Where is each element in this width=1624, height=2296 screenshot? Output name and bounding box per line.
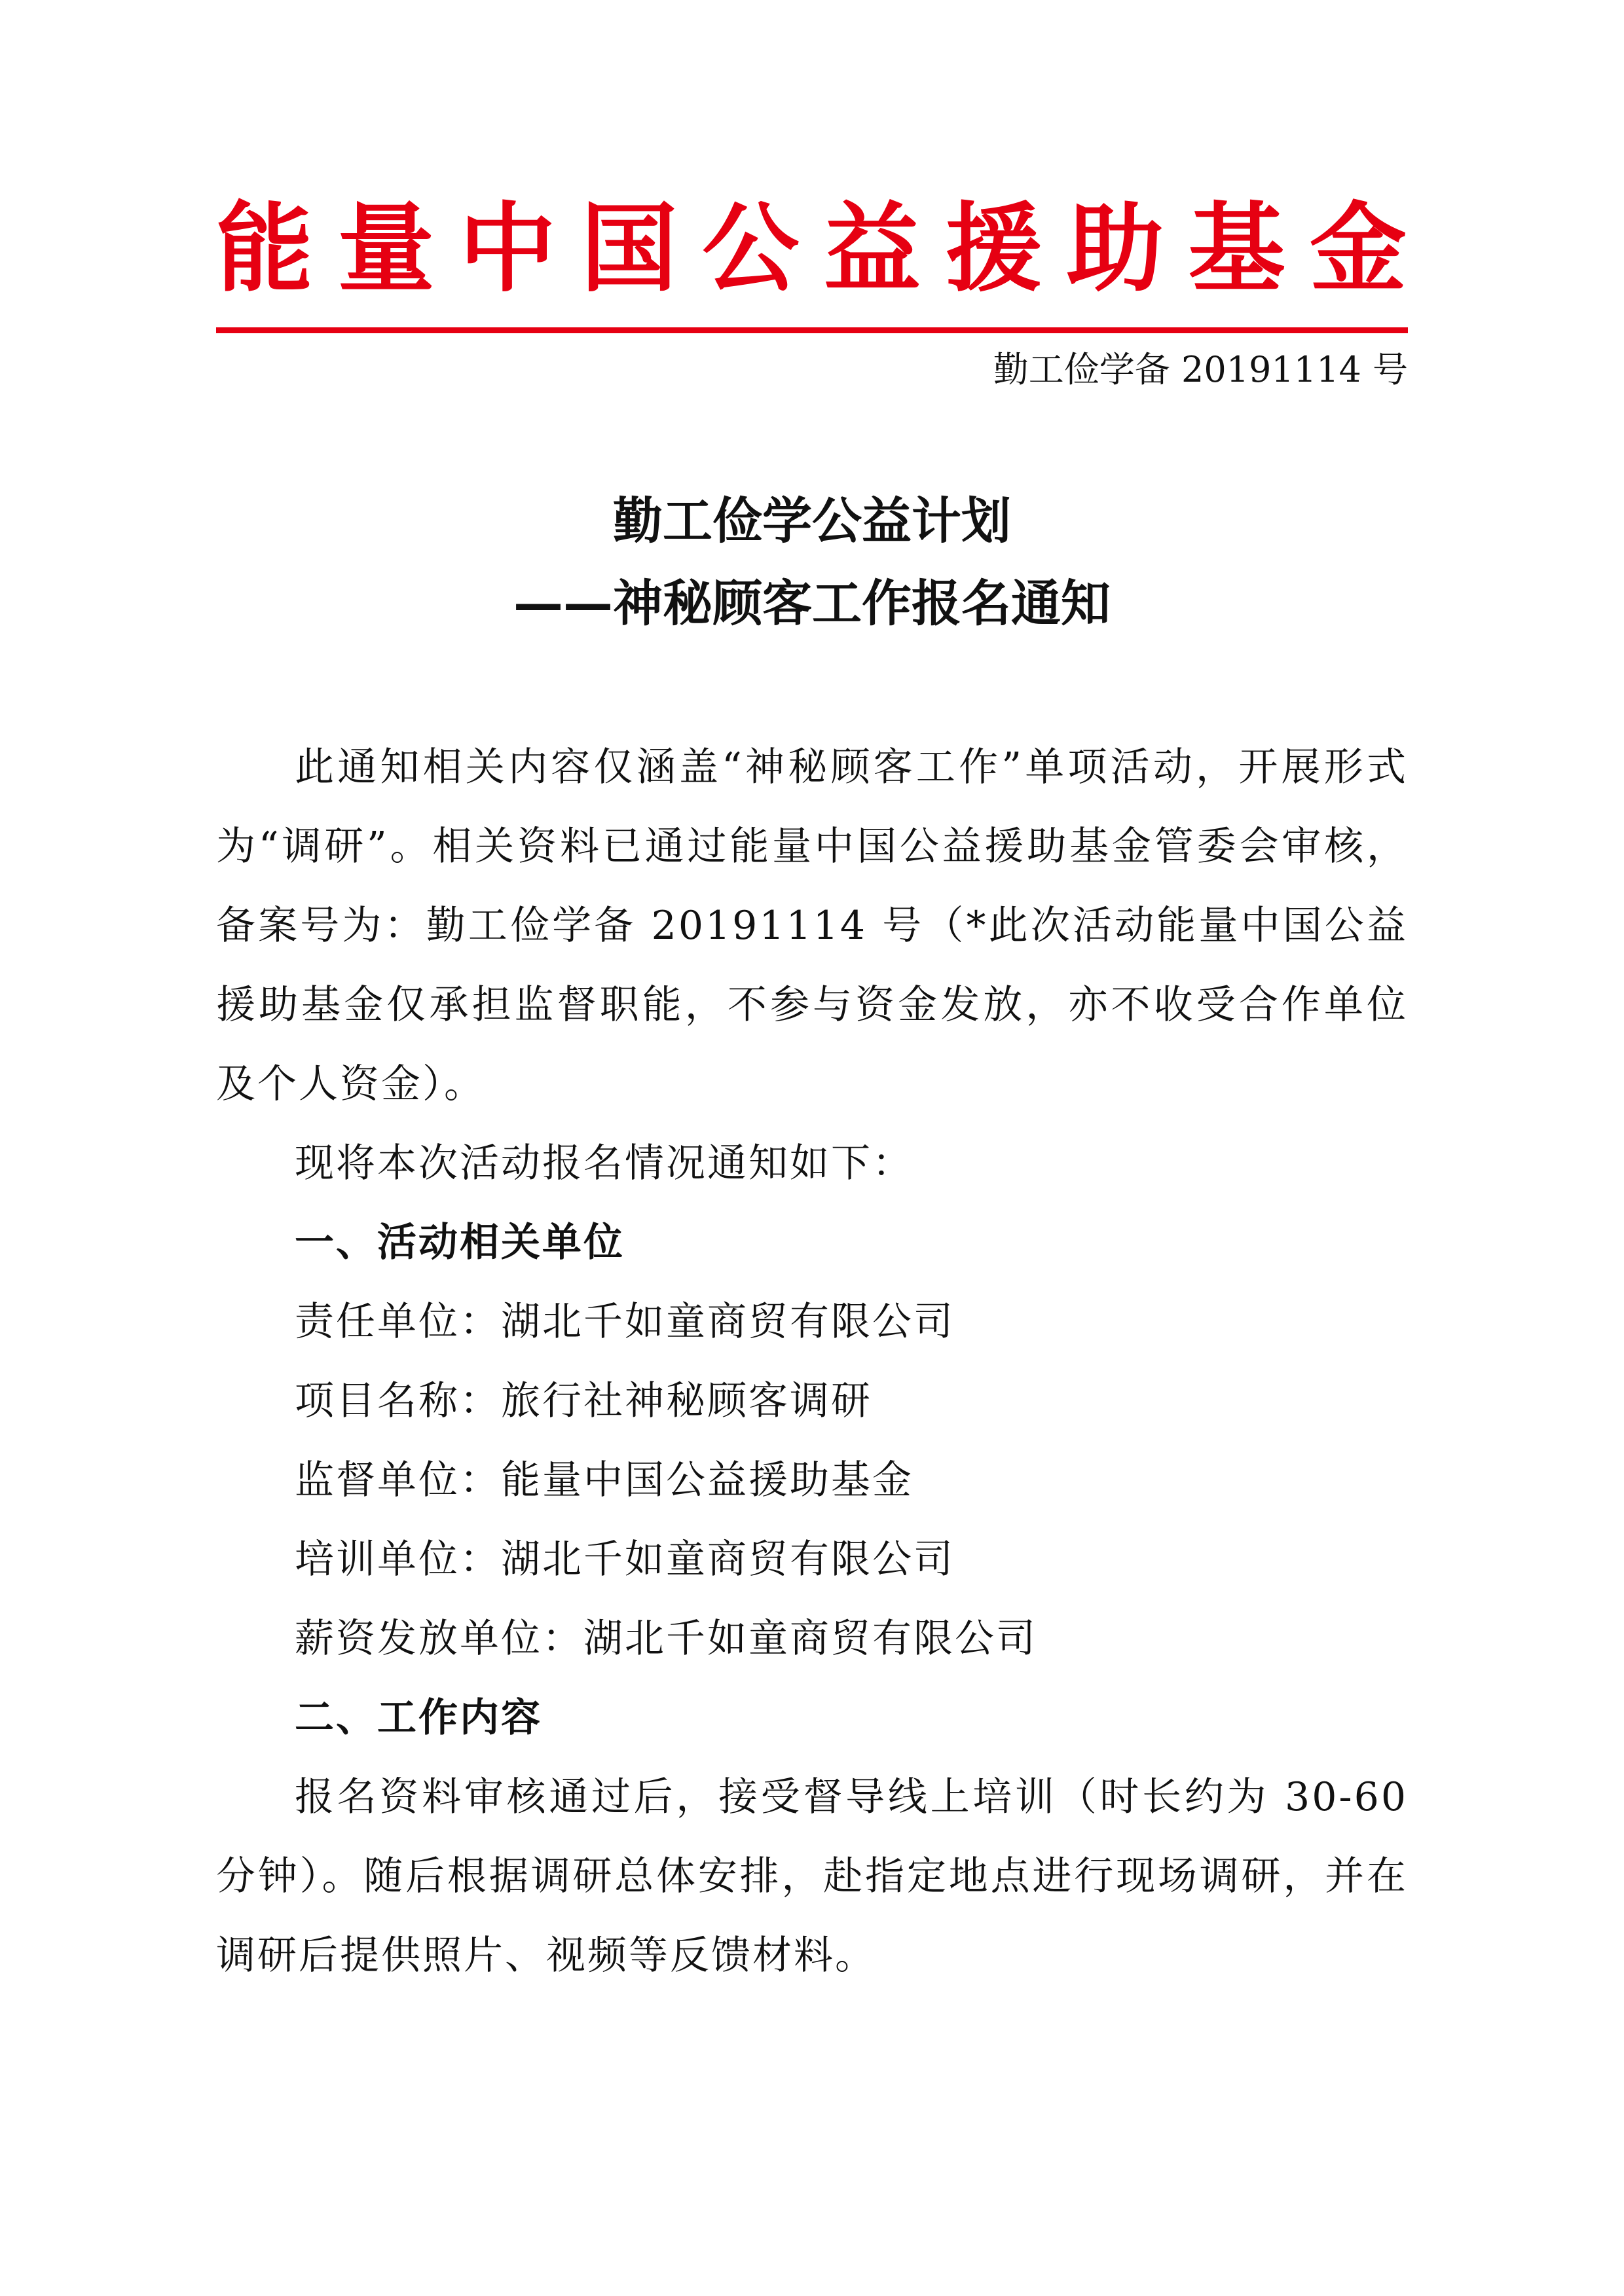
document-body (216, 728, 1408, 1995)
notice-line: 现将本次活动报名情况通知如下： (295, 1140, 913, 1186)
document-subtitle: ——神秘顾客工作报名通知 (513, 574, 1111, 632)
organization-header: 能量中国公益援助基金 (216, 192, 1408, 305)
section-heading-units: 一、活动相关单位 (295, 1220, 625, 1266)
section-heading-work: 二、工作内容 (295, 1695, 542, 1741)
intro-paragraph: 此通知相关内容仅涵盖“神秘顾客工作”单项活动，开展形式为“调研”。相关资料已通过能量中国公益援助基金管委会审核，备案号为：勤工俭学备 20191114 号（*此次活动能量中国公益援助基金仅承担监督职能，不参与资金发放，亦不收受合作单位及个人资金）。 (216, 744, 1408, 1107)
supervising-unit: 监督单位：能量中国公益援助基金 (295, 1457, 913, 1503)
salary-payment-unit: 薪资发放单位：湖北千如童商贸有限公司 (295, 1616, 1037, 1662)
document-number: 勤工俭学备 20191114 号 (993, 349, 1408, 390)
header-red-rule (216, 327, 1408, 333)
work-content-paragraph: 报名资料审核通过后，接受督导线上培训（时长约为 30-60 分钟）。随后根据调研总体安排，赴指定地点进行现场调研，并在调研后提供照片、视频等反馈材料。 (216, 1774, 1408, 1978)
responsible-unit: 责任单位：湖北千如童商贸有限公司 (295, 1299, 955, 1345)
document-title: 勤工俭学公益计划 (613, 492, 1011, 550)
training-unit: 培训单位：湖北千如童商贸有限公司 (295, 1537, 955, 1582)
project-name: 项目名称：旅行社神秘顾客调研 (295, 1378, 872, 1424)
